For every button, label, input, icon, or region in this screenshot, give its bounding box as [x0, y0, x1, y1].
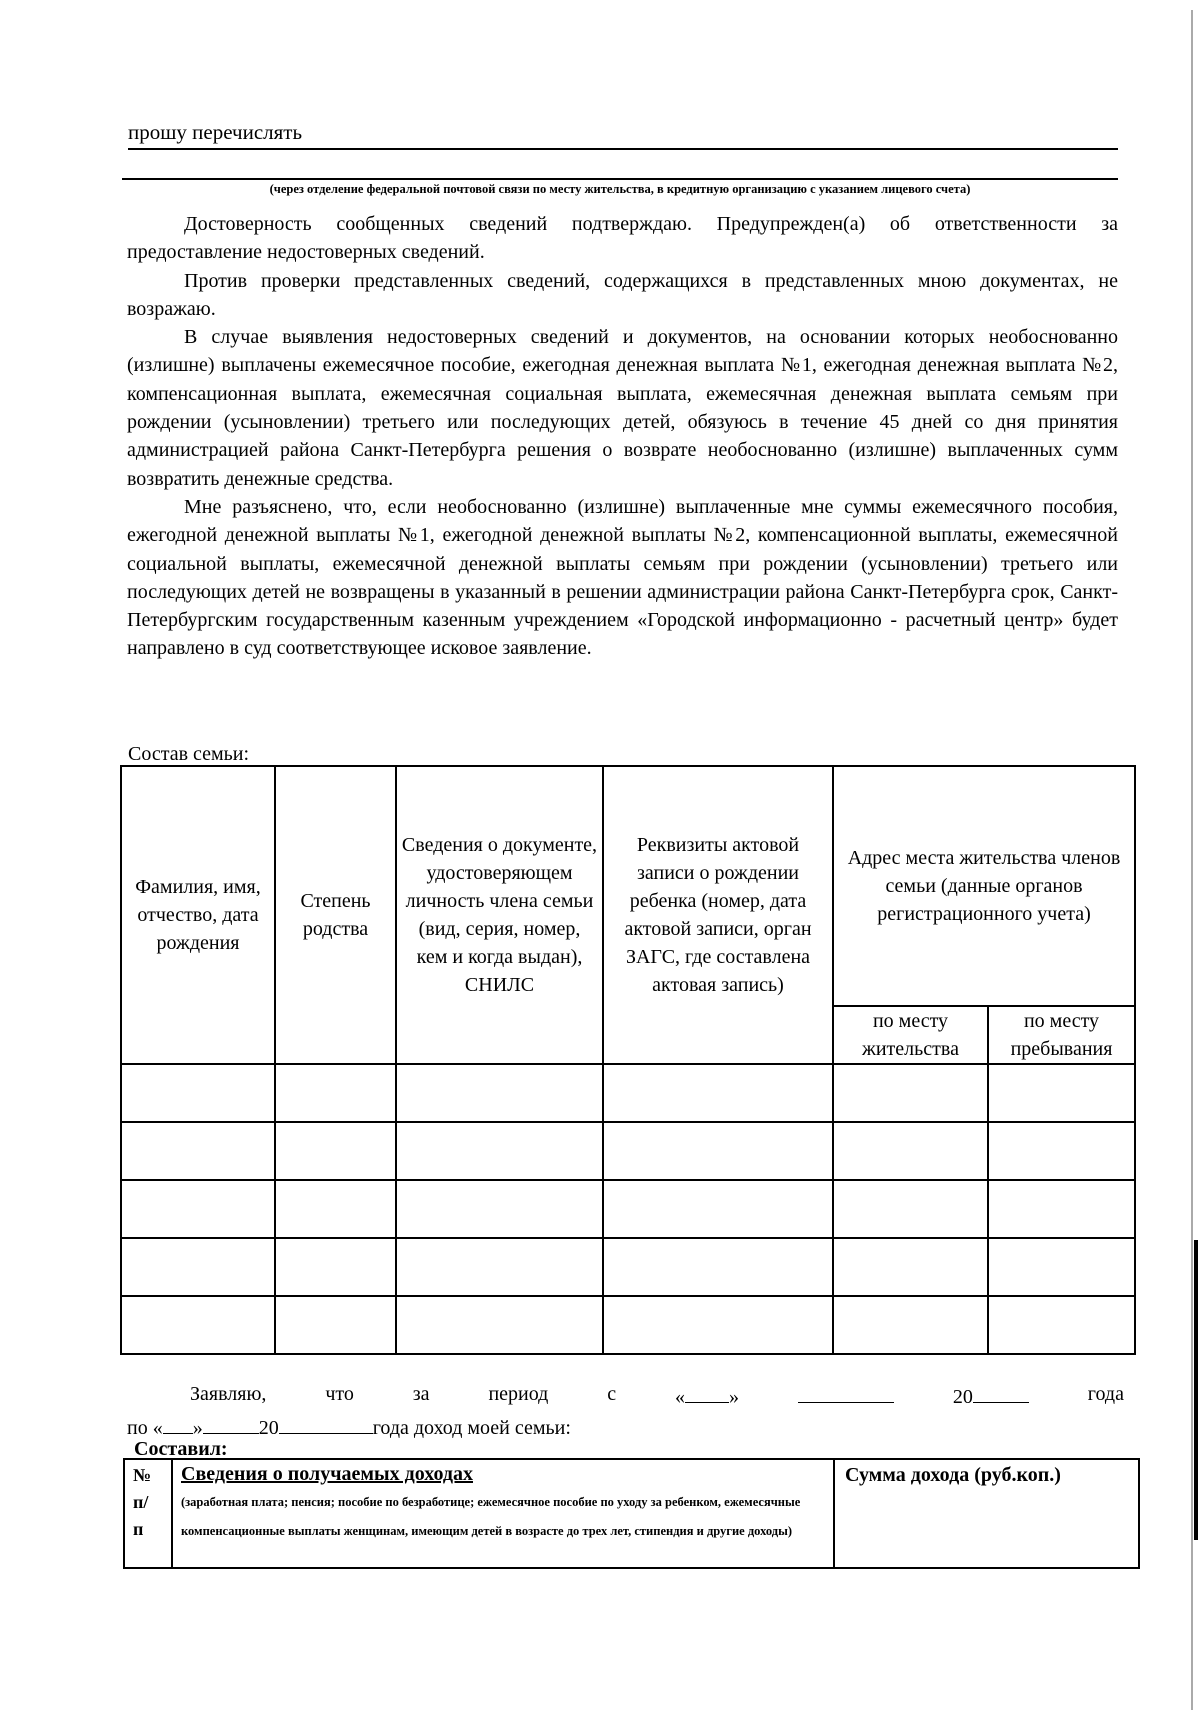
transfer-line[interactable] [128, 118, 1118, 150]
transfer-hint: (через отделение федеральной почтовой связи по месту жительства, в кредитную организацию с указанием лицевого счета) [269, 182, 971, 196]
word-for: за [412, 1383, 430, 1405]
period-start-year [953, 1380, 1029, 1411]
cell-name[interactable] [121, 1238, 275, 1296]
paragraph-reliability: Достоверность сообщенных сведений подтверждаю. Предупрежден(а) об ответственности за предоставление недостоверных сведений. [127, 213, 1118, 264]
cell-document[interactable] [396, 1296, 603, 1354]
end-day-blank[interactable] [163, 1411, 193, 1434]
cell-birth-record[interactable] [603, 1180, 833, 1238]
cell-birth-record[interactable] [603, 1296, 833, 1354]
cell-relation[interactable] [275, 1064, 396, 1122]
end-year-prefix: 20 [258, 1417, 279, 1439]
quote-open: « [675, 1386, 686, 1408]
header-birth-record: Реквизиты актовой записи о рождении ребенка (номер, дата актовой записи, орган ЗАГС, где составлена актовая запись) [603, 766, 833, 1064]
header-address: Адрес места жительства членов семьи (данные органов регистрационного учета) [833, 766, 1135, 1006]
cell-residence[interactable] [833, 1180, 988, 1238]
cell-document[interactable] [396, 1238, 603, 1296]
header-residence: по месту жительства [833, 1006, 988, 1064]
income-info-header [172, 1459, 834, 1568]
cell-stay[interactable] [988, 1180, 1135, 1238]
cell-relation[interactable] [275, 1180, 396, 1238]
word-from: с [607, 1383, 617, 1405]
cell-relation[interactable] [275, 1122, 396, 1180]
header-stay: по месту пребывания [988, 1006, 1135, 1064]
word-year: года [1087, 1383, 1124, 1405]
period-declaration [127, 1380, 1124, 1442]
family-table [120, 765, 1136, 1355]
header-relation: Степень родства [275, 766, 396, 1064]
income-title: Сведения о получаемых доходах [181, 1463, 473, 1485]
start-day-blank[interactable] [685, 1380, 729, 1403]
income-table [123, 1458, 1140, 1569]
end-month-blank[interactable] [203, 1411, 259, 1434]
word-that: что [325, 1383, 354, 1405]
cell-stay[interactable] [988, 1296, 1135, 1354]
end-quote-open: по « [127, 1417, 163, 1439]
family-caption: Состав семьи: [128, 743, 250, 765]
income-lead: года доход моей семьи: [372, 1417, 571, 1439]
scan-edge-bar [1194, 1240, 1198, 1540]
table-row [121, 1296, 1135, 1354]
cell-name[interactable] [121, 1122, 275, 1180]
cell-name[interactable] [121, 1296, 275, 1354]
start-year-blank[interactable] [973, 1380, 1029, 1403]
cell-stay[interactable] [988, 1122, 1135, 1180]
cell-residence[interactable] [833, 1238, 988, 1296]
cell-birth-record[interactable] [603, 1238, 833, 1296]
paragraph-court-notice: Мне разъяснено, что, если необоснованно (излишне) выплаченные мне суммы ежемесячного пособия, ежегодной денежной выплаты №1, ежегодной денежной выплаты №2, компенсационной выплаты, ежемесячной социальной выплаты, ежемесячной денежной выплаты семьям при рождении (усыновлении) третьего или последующих детей не возвращены в указанный в решении администрации района Санкт-Петербурга срок, Санкт-Петербургским государственным казенным учреждением «Городской информационно - расчетный центр» будет направлено в суд соответствующее исковое заявление. [127, 495, 1118, 660]
cell-name[interactable] [121, 1180, 275, 1238]
header-document: Сведения о документе, удостоверяющем личность члена семьи (вид, серия, номер, кем и когда выдан), СНИЛС [396, 766, 603, 1064]
period-line-2 [127, 1411, 1124, 1442]
cell-residence[interactable] [833, 1122, 988, 1180]
cell-relation[interactable] [275, 1296, 396, 1354]
transfer-lead: прошу перечислять [128, 120, 303, 144]
income-description: (заработная плата; пенсия; пособие по безработице; ежемесячное пособие по уходу за ребенком, ежемесячные компенсационные выплаты женщинам, имеющим детей в возрасте до трех лет, стипендия и другие доходы) [181, 1495, 801, 1538]
cell-relation[interactable] [275, 1238, 396, 1296]
income-sum-header: Сумма дохода (руб.коп.) [834, 1459, 1139, 1568]
cell-document[interactable] [396, 1122, 603, 1180]
word-declare: Заявляю, [190, 1383, 267, 1405]
table-row [121, 1238, 1135, 1296]
declaration-text [127, 210, 1118, 663]
paragraph-no-objection: Против проверки представленных сведений, содержащихся в представленных мною документах, не возражаю. [127, 269, 1118, 320]
end-year-blank[interactable] [279, 1411, 373, 1434]
cell-name[interactable] [121, 1064, 275, 1122]
table-row [121, 1180, 1135, 1238]
cell-document[interactable] [396, 1180, 603, 1238]
period-line-1 [127, 1380, 1124, 1411]
end-quote-close: » [192, 1417, 203, 1439]
cell-residence[interactable] [833, 1064, 988, 1122]
word-period: период [488, 1383, 549, 1405]
cell-residence[interactable] [833, 1296, 988, 1354]
cell-birth-record[interactable] [603, 1064, 833, 1122]
cell-birth-record[interactable] [603, 1122, 833, 1180]
start-month-blank[interactable] [798, 1380, 894, 1403]
header-name: Фамилия, имя, отчество, дата рождения [121, 766, 275, 1064]
year-prefix: 20 [952, 1386, 973, 1408]
table-row [121, 1064, 1135, 1122]
table-row [121, 1122, 1135, 1180]
compiled-label: Составил: [134, 1438, 228, 1460]
cell-document[interactable] [396, 1064, 603, 1122]
transfer-method-line[interactable] [122, 178, 1118, 180]
quote-close: » [729, 1386, 740, 1408]
scan-edge-line [1191, 10, 1193, 1710]
cell-stay[interactable] [988, 1064, 1135, 1122]
period-start-day [675, 1380, 739, 1411]
paragraph-refund-obligation: В случае выявления недостоверных сведений и документов, на основании которых необоснованно (излишне) выплачены ежемесячное пособие, ежегодная денежная выплата №1, ежегодная денежная выплата №2, компенсационная выплата, ежемесячная социальная выплата, ежемесячная денежная выплата семьям при рождении (усыновлении) третьего или последующих детей, обязуюсь в течение 45 дней со дня принятия администрацией района Санкт-Петербурга решения о возврате необоснованно (излишне) выплаченных сумм возвратить денежные средства. [127, 326, 1118, 490]
cell-stay[interactable] [988, 1238, 1135, 1296]
income-number-header: № п/ п [124, 1459, 172, 1568]
